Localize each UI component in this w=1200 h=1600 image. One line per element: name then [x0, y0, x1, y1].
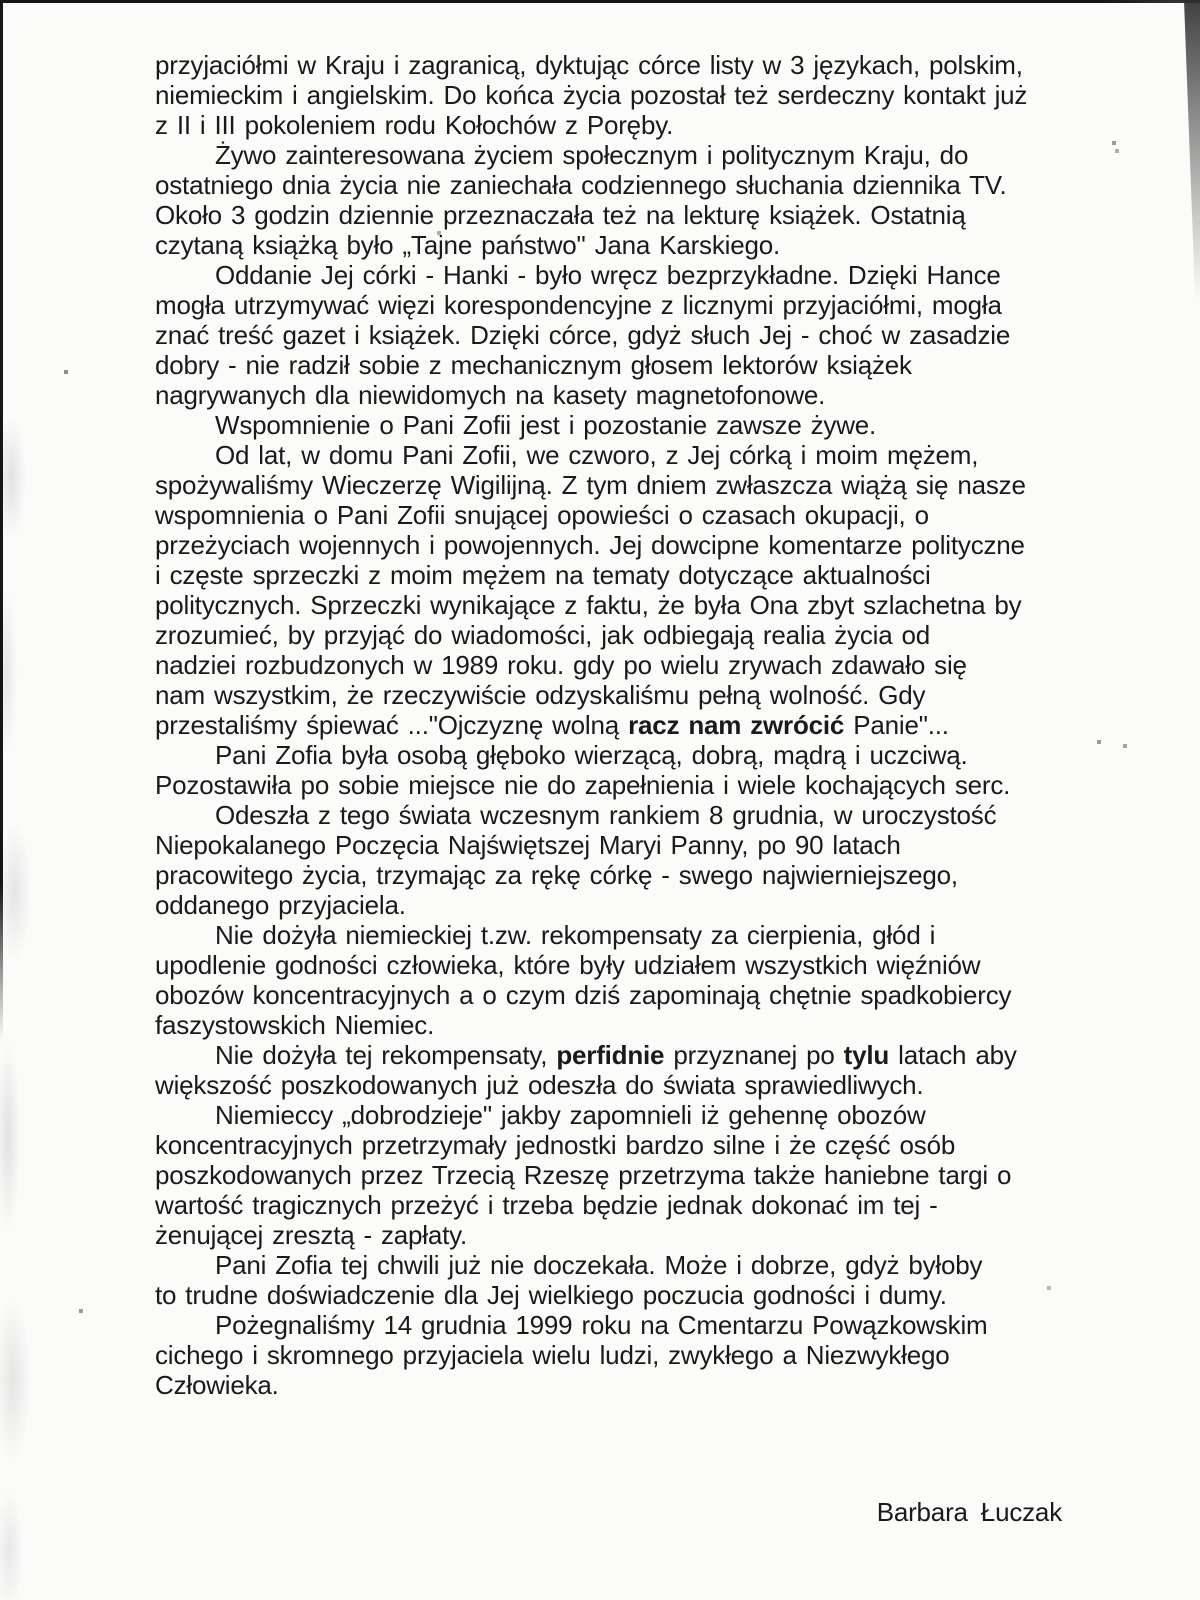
text-segment: przeżyciach wojennych i powojennych. Jej dowcipne komentarze polityczne [155, 530, 1025, 560]
text-line [155, 110, 1090, 140]
scan-border-top [0, 0, 1200, 3]
text-line [155, 1130, 1090, 1160]
text-segment: upodlenie godności człowieka, które były udziałem wszystkich więźniów [155, 950, 981, 980]
text-line [155, 1220, 1090, 1250]
bold-text-segment: tylu [843, 1040, 890, 1070]
text-segment: nagrywanych dla niewidomych na kasety magnetofonowe. [155, 380, 826, 410]
text-line [155, 800, 1090, 830]
text-segment: spożywaliśmy Wieczerzę Wigilijną. Z tym dniem zwłaszcza wiążą się nasze [155, 470, 1026, 500]
text-line [155, 980, 1090, 1010]
text-line [155, 1040, 1090, 1070]
text-segment: przyjaciółmi w Kraju i zagranicą, dyktując córce listy w 3 językach, polskim, [155, 50, 1023, 80]
text-segment: politycznych. Sprzeczki wynikające z faktu, że była Ona zbyt szlachetna by [155, 590, 1022, 620]
text-line [155, 380, 1090, 410]
text-segment: niemieckim i angielskim. Do końca życia pozostał też serdeczny kontakt już [155, 80, 1028, 110]
text-line [155, 140, 1090, 170]
text-segment: Pożegnaliśmy 14 grudnia 1999 roku na Cmentarzu Powązkowskim [215, 1310, 988, 1340]
bold-text-segment: racz nam zwrócić [628, 710, 845, 740]
text-line [155, 590, 1090, 620]
text-line [155, 200, 1090, 230]
text-segment: Pani Zofia tej chwili już nie doczekała. Może i dobrze, gdyż byłoby [215, 1250, 983, 1280]
text-line [155, 470, 1090, 500]
text-segment: poszkodowanych przez Trzecią Rzeszę przetrzyma także haniebne targi o [155, 1160, 1012, 1190]
text-line [155, 260, 1090, 290]
text-line [155, 170, 1090, 200]
text-segment: pracowitego życia, trzymając za rękę córkę - swego najwierniejszego, [155, 860, 958, 890]
text-segment: faszystowskich Niemiec. [155, 1010, 435, 1040]
scan-dust-specks [0, 0, 2, 2]
text-line [155, 1310, 1090, 1340]
text-line [155, 950, 1090, 980]
text-line [155, 1160, 1090, 1190]
text-line [155, 1070, 1090, 1100]
text-line [155, 650, 1090, 680]
text-line [155, 80, 1090, 110]
document-body [155, 50, 1090, 1400]
text-segment: Niepokalanego Poczęcia Najświętszej Maryi Panny, po 90 latach [155, 830, 901, 860]
text-segment: czytaną książką było „Tajne państwo" Jana Karskiego. [155, 230, 781, 260]
text-line [155, 560, 1090, 590]
text-segment: Wspomnienie o Pani Zofii jest i pozostanie zawsze żywe. [215, 410, 877, 440]
text-segment: koncentracyjnych przetrzymały jednostki bardzo silne i że część osób [155, 1130, 956, 1160]
text-line [155, 770, 1090, 800]
text-segment: oddanego przyjaciela. [155, 890, 406, 920]
text-segment: Żywo zainteresowana życiem społecznym i politycznym Kraju, do [215, 140, 969, 170]
scan-noise-left-margin [0, 380, 36, 1600]
text-segment: to trudne doświadczenie dla Jej wielkiego poczucia godności i dumy. [155, 1280, 947, 1310]
text-segment: Nie dożyła niemieckiej t.zw. rekompensaty za cierpienia, głód i [215, 920, 936, 950]
text-line [155, 1280, 1090, 1310]
text-line [155, 620, 1090, 650]
text-segment: Człowieka. [155, 1370, 279, 1400]
text-line [155, 440, 1090, 470]
text-line [155, 230, 1090, 260]
text-segment: Niemieccy „dobrodzieje" jakby zapomnieli iż gehennę obozów [215, 1100, 926, 1130]
text-segment: żenującej zresztą - zapłaty. [155, 1220, 468, 1250]
text-segment: cichego i skromnego przyjaciela wielu ludzi, zwykłego a Niezwykłego [155, 1340, 950, 1370]
text-line [155, 1190, 1090, 1220]
bold-text-segment: perfidnie [556, 1040, 665, 1070]
text-line [155, 710, 1090, 740]
text-line [155, 350, 1090, 380]
text-segment: mogła utrzymywać więzi korespondencyjne z licznymi przyjaciółmi, mogła [155, 290, 1002, 320]
text-segment: Oddanie Jej córki - Hanki - było wręcz bezprzykładne. Dzięki Hance [215, 260, 1001, 290]
text-segment: obozów koncentracyjnych a o czym dziś zapominają chętnie spadkobiercy [155, 980, 1012, 1010]
text-line [155, 1370, 1090, 1400]
text-line [155, 500, 1090, 530]
text-segment: wartość tragicznych przeżyć i trzeba będzie jednak dokonać im tej - [155, 1190, 938, 1220]
scan-shadow-right [1184, 0, 1200, 300]
text-segment: nam wszystkim, że rzeczywiście odzyskaliśmu pełną wolność. Gdy [155, 680, 926, 710]
text-segment: nadziei rozbudzonych w 1989 roku. gdy po wielu zrywach zdawało się [155, 650, 967, 680]
text-segment: Pozostawiła po sobie miejsce nie do zapełnienia i wiele kochających serc. [155, 770, 1011, 800]
text-segment: przestaliśmy śpiewać ..."Ojczyznę wolną [155, 710, 629, 740]
text-segment: i częste sprzeczki z moim mężem na tematy dotyczące aktualności [155, 560, 931, 590]
text-segment: Pani Zofia była osobą głęboko wierzącą, dobrą, mądrą i uczciwą. [215, 740, 968, 770]
text-segment: latach aby [889, 1040, 1017, 1070]
text-line [155, 530, 1090, 560]
text-segment: Około 3 godzin dziennie przeznaczała też na lekturę książek. Ostatnią [155, 200, 966, 230]
text-line [155, 1010, 1090, 1040]
text-line [155, 890, 1090, 920]
text-segment: Odeszła z tego świata wczesnym rankiem 8 grudnia, w uroczystość [215, 800, 997, 830]
text-segment: wspomnienia o Pani Zofii snującej opowieści o czasach okupacji, o [155, 500, 929, 530]
text-segment: Panie"... [844, 710, 949, 740]
text-segment: znać treść gazet i książek. Dzięki córce, gdyż słuch Jej - choć w zasadzie [155, 320, 1011, 350]
text-segment: ostatniego dnia życia nie zaniechała codziennego słuchania dziennika TV. [155, 170, 1007, 200]
text-segment: Od lat, w domu Pani Zofii, we czworo, z Jej córką i moim mężem, [215, 440, 979, 470]
text-line [155, 290, 1090, 320]
text-segment: przyznanej po [664, 1040, 844, 1070]
text-line [155, 1250, 1090, 1280]
text-segment: Nie dożyła tej rekompensaty, [215, 1040, 557, 1070]
text-segment: zrozumieć, by przyjąć do wiadomości, jak odbiegają realia życia od [155, 620, 931, 650]
text-line [155, 50, 1090, 80]
text-line [155, 830, 1090, 860]
text-line [155, 410, 1090, 440]
text-line [155, 740, 1090, 770]
text-line [155, 1340, 1090, 1370]
text-line [155, 920, 1090, 950]
text-line [155, 680, 1090, 710]
text-line [155, 320, 1090, 350]
text-segment: z II i III pokoleniem rodu Kołochów z Poręby. [155, 110, 674, 140]
signature: Barbara Łuczak [876, 1497, 1062, 1527]
text-line [155, 1100, 1090, 1130]
text-segment: większość poszkodowanych już odeszła do świata sprawiedliwych. [155, 1070, 924, 1100]
text-line [155, 860, 1090, 890]
text-segment: dobry - nie radził sobie z mechanicznym głosem lektorów książek [155, 350, 912, 380]
